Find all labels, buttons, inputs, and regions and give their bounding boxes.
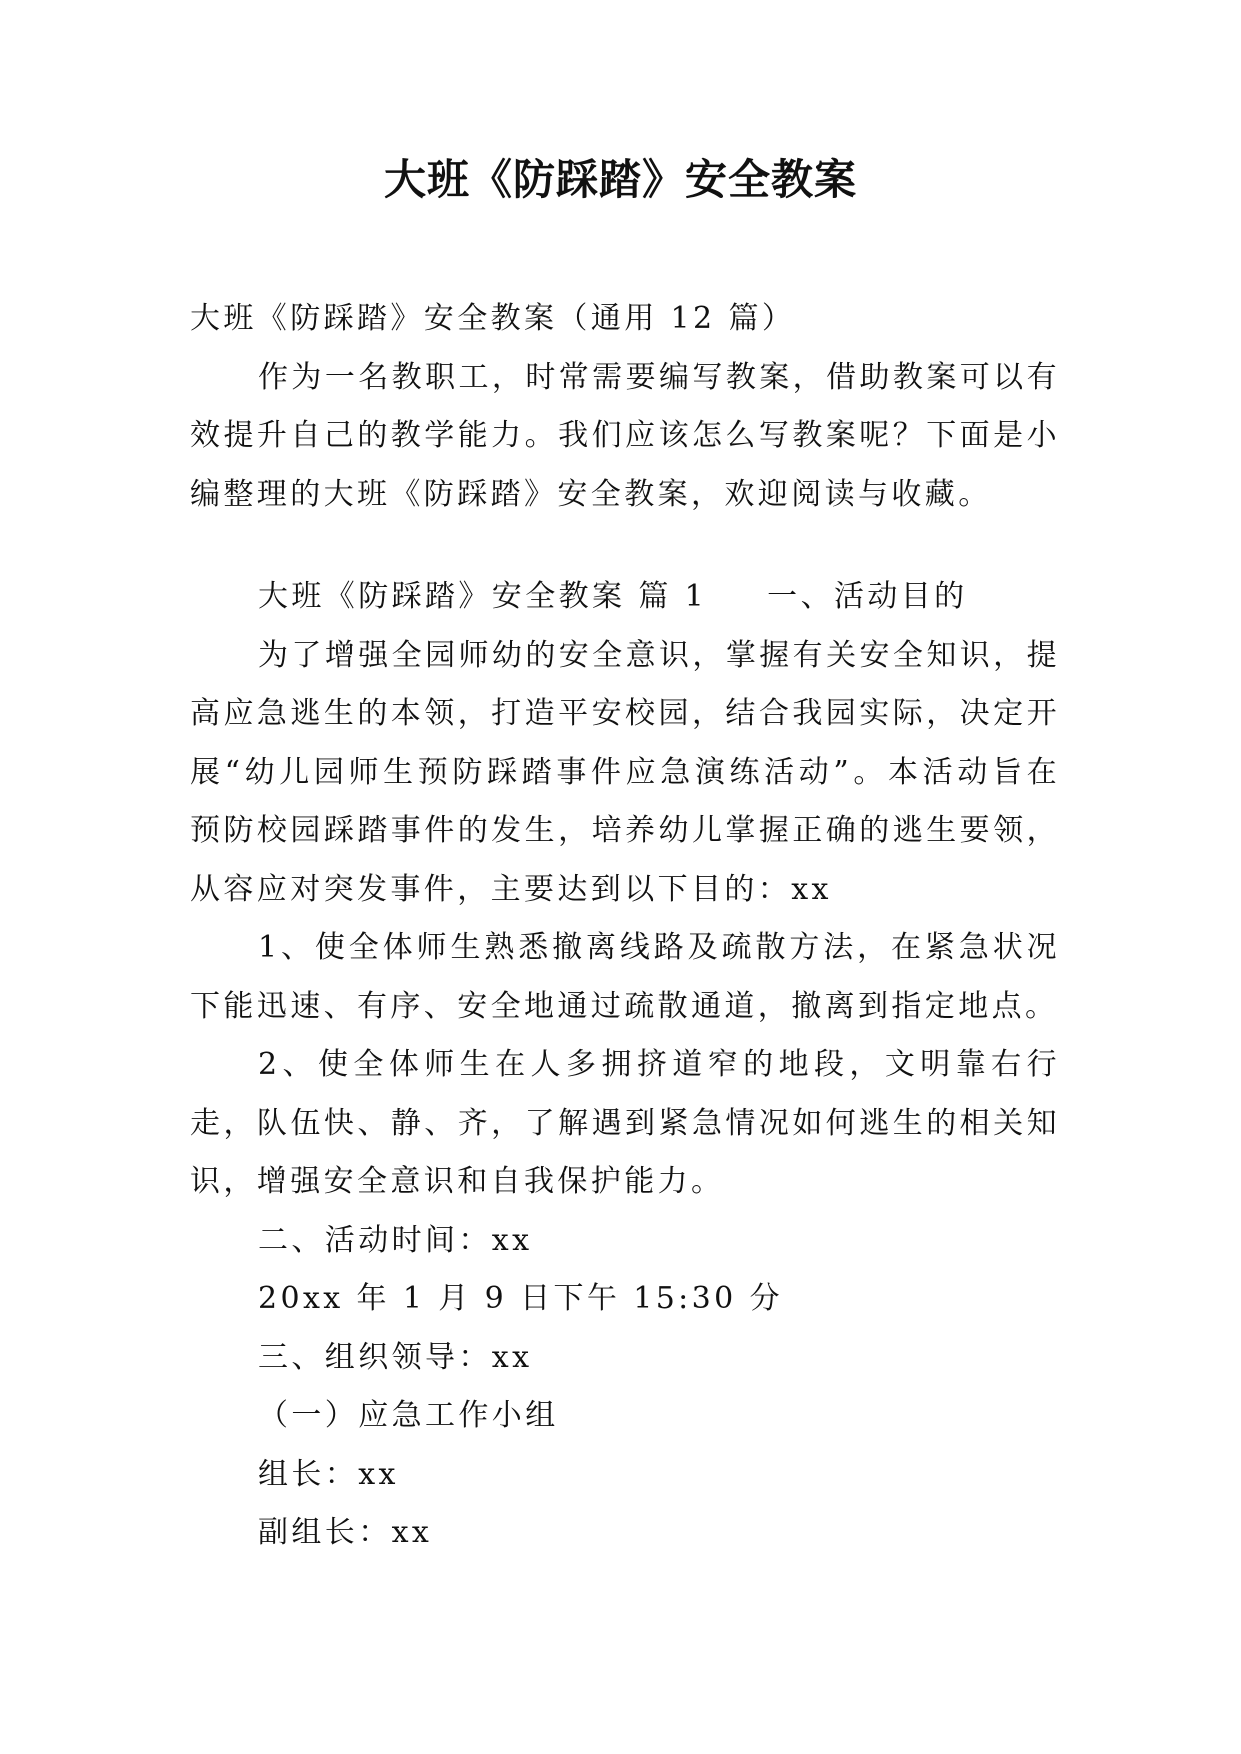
section-heading-item: 一、活动目的 bbox=[767, 579, 968, 614]
section-heading: 大班《防踩踏》安全教案 篇 1 bbox=[258, 579, 708, 614]
paragraph-spacer bbox=[190, 524, 1060, 568]
goal-paragraph: 为了增强全园师幼的安全意识，掌握有关安全知识，提高应急逃生的本领，打造平安校园，结合我园实际，决定开展“幼儿园师生预防踩踏事件应急演练活动”。本活动旨在预防校园踩踏事件的发生，培养幼儿掌握正确的逃生要领，从容应对突发事件，主要达到以下目的：xx bbox=[190, 637, 1060, 907]
document-body bbox=[190, 290, 1060, 1563]
time-value: 20xx 年 1 月 9 日下午 15:30 分 bbox=[258, 1281, 783, 1316]
page-title: 大班《防踩踏》安全教案 bbox=[383, 155, 857, 204]
document-subtitle: 大班《防踩踏》安全教案（通用 12 篇） bbox=[190, 301, 796, 336]
goal-item-2: 2、使全体师生在人多拥挤道窄的地段，文明靠右行走，队伍快、静、齐，了解遇到紧急情况如何逃生的相关知识，增强安全意识和自我保护能力。 bbox=[190, 1047, 1060, 1199]
intro-paragraph: 作为一名教职工，时常需要编写教案，借助教案可以有效提升自己的教学能力。我们应该怎么写教案呢？下面是小编整理的大班《防踩踏》安全教案，欢迎阅读与收藏。 bbox=[190, 359, 1060, 512]
deputy-leader-line: 副组长：xx bbox=[258, 1515, 433, 1550]
org-group-heading: （一）应急工作小组 bbox=[258, 1398, 559, 1433]
leader-line: 组长：xx bbox=[258, 1456, 399, 1492]
org-heading: 三、组织领导：xx bbox=[258, 1339, 533, 1375]
goal-item-1: 1、使全体师生熟悉撤离线路及疏散方法，在紧急状况下能迅速、有序、安全地通过疏散通道，撤离到指定地点。 bbox=[190, 930, 1060, 1024]
time-heading: 二、活动时间：xx bbox=[258, 1222, 533, 1258]
section-heading-line bbox=[190, 568, 1060, 627]
